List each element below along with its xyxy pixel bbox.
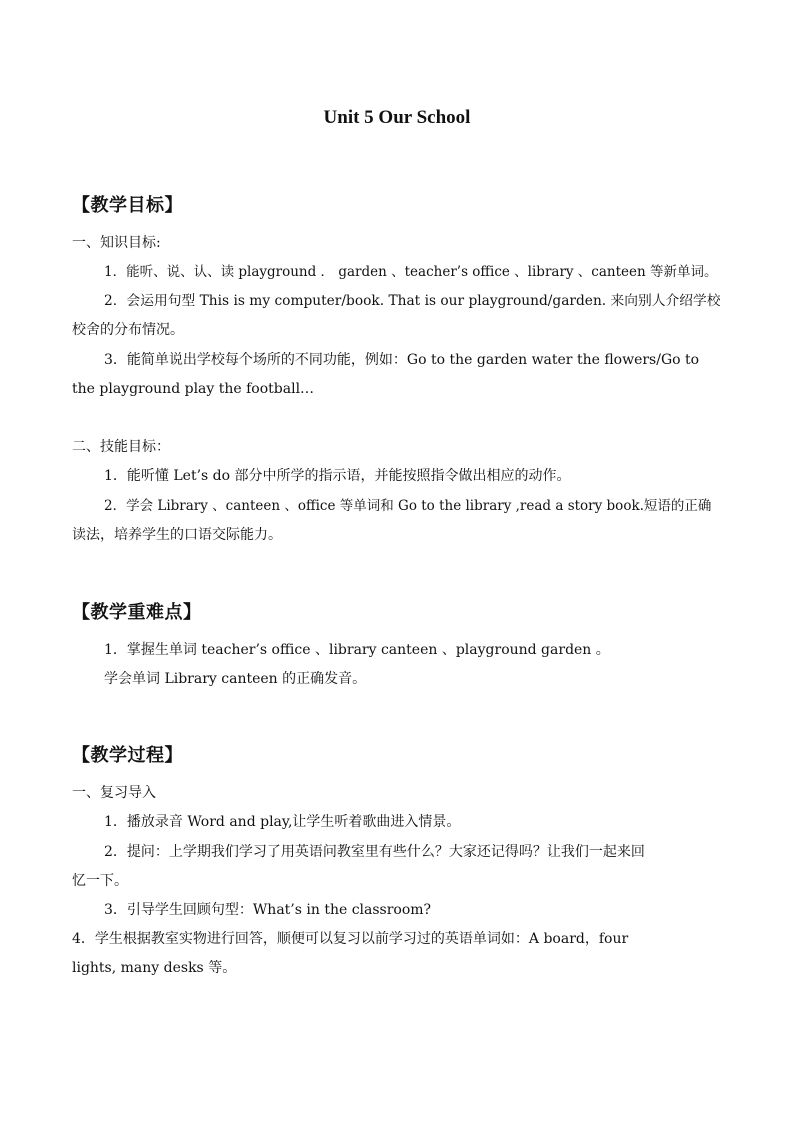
section-heading-teaching-objectives: 【教学目标】 (72, 195, 183, 216)
objective-item-1: 1．能听、说、认、读 playground ． garden 、teacher’s office 、library 、canteen 等新单词。 (104, 264, 718, 280)
process-item-4-line-1: 4．学生根据教室实物进行回答，顺便可以复习以前学习过的英语单词如：A board，four (72, 931, 629, 947)
document-title: Unit 5 Our School (323, 107, 471, 128)
objective-item-3-line-1: 3．能简单说出学校每个场所的不同功能，例如：Go to the garden water the flowers/Go to (104, 352, 700, 368)
process-item-2-line-1: 2．提问：上学期我们学习了用英语问教室里有些什么？大家还记得吗？让我们一起来回 (104, 844, 645, 860)
skill-item-1: 1．能听懂 Let’s do 部分中所学的指示语，并能按照指令做出相应的动作。 (104, 468, 571, 484)
objective-item-3-line-2: the playground play the football… (72, 381, 315, 397)
key-point-item-1: 1．掌握生单词 teacher’s office 、library canteen 、playground garden 。 (104, 642, 610, 658)
skill-item-2-line-2: 读法，培养学生的口语交际能力。 (72, 527, 282, 543)
subheading-skill-objectives: 二、技能目标： (72, 439, 170, 455)
key-point-item-2: 学会单词 Library canteen 的正确发音。 (104, 671, 367, 687)
process-item-3: 3．引导学生回顾句型：What’s in the classroom? (104, 902, 432, 918)
objective-item-2-line-2: 校舍的分布情况。 (72, 322, 184, 338)
section-heading-teaching-process: 【教学过程】 (72, 745, 183, 766)
skill-item-2-line-1: 2．学会 Library 、canteen 、office 等单词和 Go to the library ,read a story book.短语的正确 (104, 498, 712, 514)
section-heading-key-points: 【教学重难点】 (72, 602, 202, 623)
subheading-review-intro: 一、复习导入 (72, 785, 156, 801)
process-item-1: 1．播放录音 Word and play,让学生听着歌曲进入情景。 (104, 814, 461, 830)
objective-item-2-line-1: 2．会运用句型 This is my computer/book. That is our playground/garden. 来向别人介绍学校 (104, 293, 721, 309)
process-item-4-line-2: lights, many desks 等。 (72, 960, 237, 976)
subheading-knowledge-objectives: 一、知识目标: (72, 235, 161, 251)
process-item-2-line-2: 忆一下。 (72, 873, 128, 889)
